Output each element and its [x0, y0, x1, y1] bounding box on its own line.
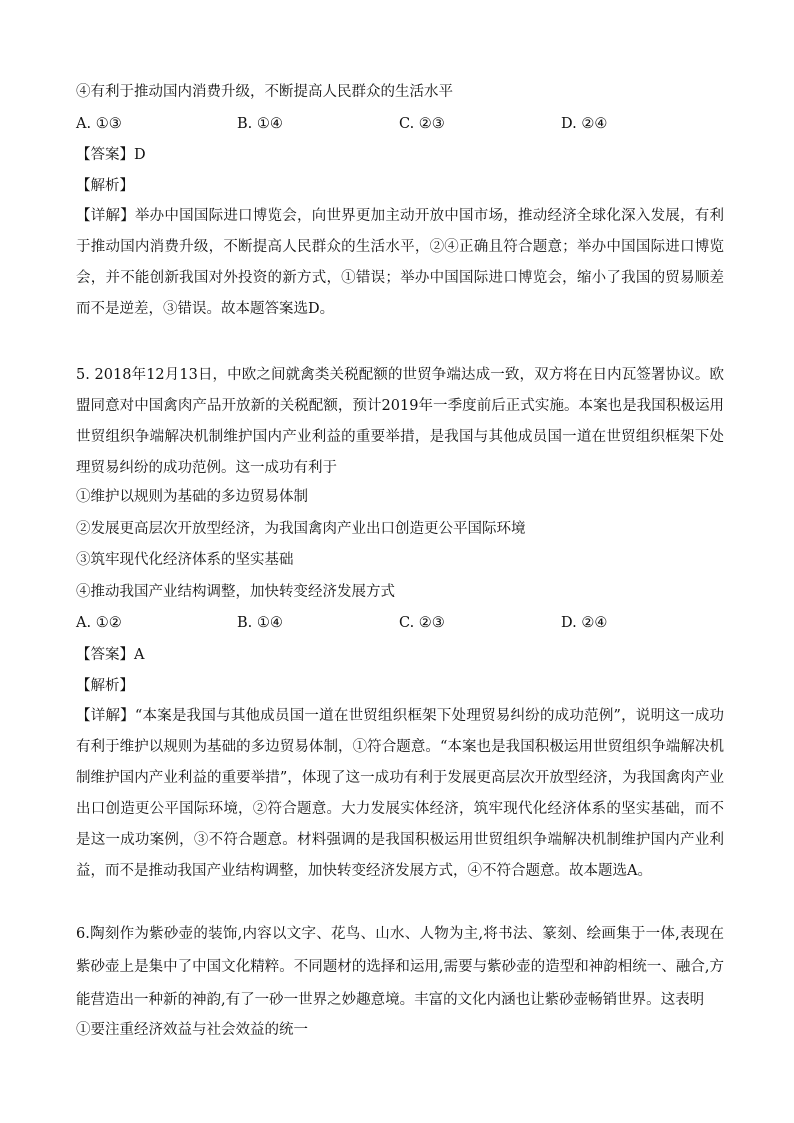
q4-option-4: ④有利于推动国内消费升级，不断提高人民群众的生活水平 — [76, 84, 453, 100]
q5-stem: 5. 2018年12月13日，中欧之间就禽类关税配额的世贸争端达成一致，双方将在日内瓦签署协议。欧盟同意对中国禽肉产品开放新的关税配额，预计2019年一季度前后正式实施。本案也是我国积极运用世贸组织争端解决机制维护国内产业利益的重要举措，是我国与其他成员国一道在世贸组织框架下处理贸易纠纷的成功范例。这一成功有利于 — [76, 367, 724, 476]
q5-detail: 【详解】“本案是我国与其他成员国一道在世贸组织框架下处理贸易纠纷的成功范例”，说明这一成功有利于维护以规则为基础的多边贸易体制，①符合题意。“本案也是我国积极运用世贸组织争端解决机制维护国内产业利益的重要举措”，体现了这一成功有利于发展更高层次开放型经济，为我国禽肉产业出口创造更公平国际环境，②符合题意。大力发展实体经济，筑牢现代化经济体系的坚实基础，而不是这一成功案例，③不符合题意。材料强调的是我国积极运用世贸组织争端解决机制维护国内产业利益，而不是推动我国产业结构调整，加快转变经济发展方式，④不符合题意。故本题选A。 — [76, 708, 724, 879]
q5-analysis-label: 【解析】 — [76, 678, 134, 694]
q5-choice-c: C. ②③ — [399, 615, 445, 631]
q6-option-1: ①要注重经济效益与社会效益的统一 — [76, 1022, 308, 1038]
q4-choice-c: C. ②③ — [399, 116, 445, 132]
q5-choice-a: A. ①② — [76, 615, 122, 631]
q4-choice-a: A. ①③ — [76, 116, 122, 132]
q4-answer: 【答案】D — [76, 147, 146, 163]
q5-choice-d: D. ②④ — [561, 615, 608, 631]
q4-detail: 【详解】举办中国国际进口博览会，向世界更加主动开放中国市场，推动经济全球化深入发展，有利于推动国内消费升级，不断提高人民群众的生活水平，②④正确且符合题意；举办中国国际进口博览会，并不能创新我国对外投资的新方式，①错误；举办中国国际进口博览会，缩小了我国的贸易顺差而不是逆差，③错误。故本题答案选D。 — [76, 208, 724, 317]
q5-choice-b: B. ①④ — [237, 615, 283, 631]
q5-option-2: ②发展更高层次开放型经济，为我国禽肉产业出口创造更公平国际环境 — [76, 521, 526, 537]
q6-stem: 6.陶刻作为紫砂壶的装饰,内容以文字、花鸟、山水、人物为主,将书法、篆刻、绘画集于一体,表现在紫砂壶上是集中了中国文化精粹。不同题材的选择和运用,需要与紫砂壶的造型和神韵相统一、融合,方能营造出一种新的神韵,有了一砂一世界之妙趣意境。丰富的文化内涵也让紫砂壶畅销世界。这表明 — [76, 926, 724, 1008]
q5-option-4: ④推动我国产业结构调整，加快转变经济发展方式 — [76, 584, 395, 600]
q5-option-1: ①维护以规则为基础的多边贸易体制 — [76, 489, 308, 505]
q4-analysis-label: 【解析】 — [76, 178, 134, 194]
q4-choice-d: D. ②④ — [561, 116, 608, 132]
q4-choice-b: B. ①④ — [237, 116, 283, 132]
q5-option-3: ③筑牢现代化经济体系的坚实基础 — [76, 552, 294, 568]
q5-answer: 【答案】A — [76, 647, 145, 663]
